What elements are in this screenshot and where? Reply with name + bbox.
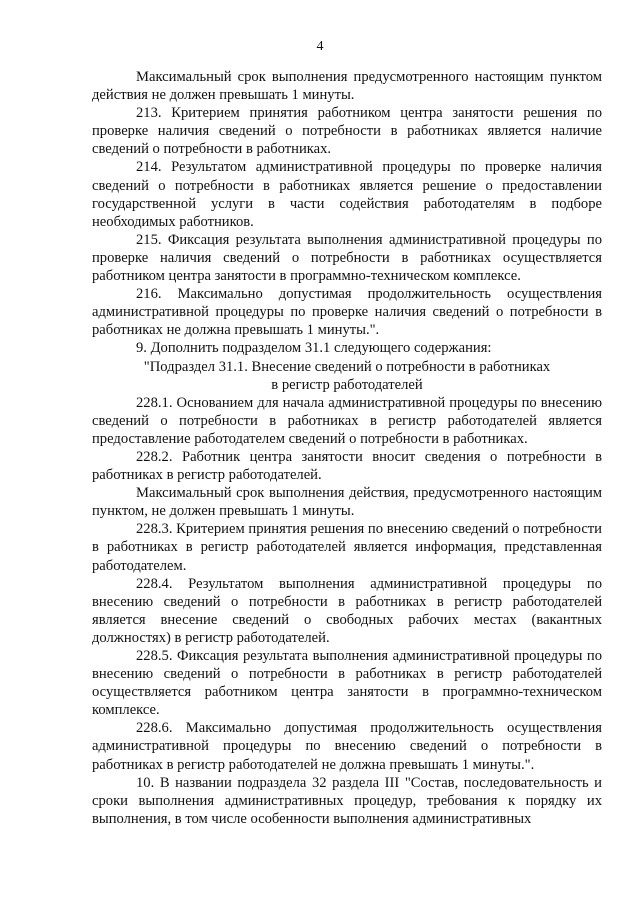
page-number: 4	[316, 39, 324, 54]
paragraph: 228.1. Основанием для начала административной процедуры по внесению сведений о потребности в работниках в регистр работодателей является предоставление работодателем сведений о потребности в работниках.	[92, 394, 602, 447]
paragraph: 213. Критерием принятия работником центра занятости решения по проверке наличия сведений о потребности в работниках является наличие сведений о потребности в работниках.	[92, 105, 602, 158]
paragraph: Максимальный срок выполнения действия, предусмотренного настоящим пунктом, не должен превышать 1 минуты.	[92, 485, 602, 520]
paragraph: 228.2. Работник центра занятости вносит сведения о потребности в работниках в регистр работодателей.	[92, 448, 602, 484]
paragraph: 215. Фиксация результата выполнения административной процедуры по проверке наличия сведений о потребности в работниках осуществляется работником центра занятости в программно-техническом комплексе.	[92, 231, 602, 285]
subsection-heading	[92, 358, 602, 394]
paragraph: 228.3. Критерием принятия решения по внесению сведений о потребности в работниках в регистр работодателей является информация, представленная работодателем.	[92, 521, 602, 574]
paragraph: 228.6. Максимально допустимая продолжительность осуществления административной процедуры по внесению сведений о потребности в работниках в регистр работодателей не должна превышать 1 минуты.".	[92, 720, 602, 773]
paragraph: Максимальный срок выполнения предусмотренного настоящим пунктом действия не должен превышать 1 минуты.	[92, 69, 602, 104]
paragraph: 216. Максимально допустимая продолжительность осуществления административной процедуры по проверке наличия сведений о потребности в работниках не должна превышать 1 минуты.".	[92, 286, 602, 339]
paragraph: 214. Результатом административной процедуры по проверке наличия сведений о потребности в работниках является решение о предоставлении государственной услуги в части содействия работодателям в подборе необходимых работников.	[92, 159, 602, 230]
paragraph: 10. В названии подраздела 32 раздела III "Состав, последовательность и сроки выполнения административных процедур, требования к порядку их выполнения, в том числе особенности выполнения административных	[92, 774, 602, 827]
subsection-heading-line: "Подраздел 31.1. Внесение сведений о потребности в работниках	[143, 358, 551, 375]
paragraph: 228.4. Результатом выполнения административной процедуры по внесению сведений о потребности в работниках в регистр работодателей является внесение сведений о свободных рабочих местах (вакантных должностях) в регистр работодателей.	[92, 575, 602, 646]
paragraph: 9. Дополнить подразделом 31.1 следующего содержания:	[136, 340, 492, 357]
document-body	[92, 68, 602, 828]
subsection-heading-line: в регистр работодателей	[271, 376, 423, 393]
paragraph: 228.5. Фиксация результата выполнения административной процедуры по внесению сведений о потребности в работниках в регистр работодателей осуществляется работником центра занятости в программно-техническом комплексе.	[92, 648, 602, 719]
